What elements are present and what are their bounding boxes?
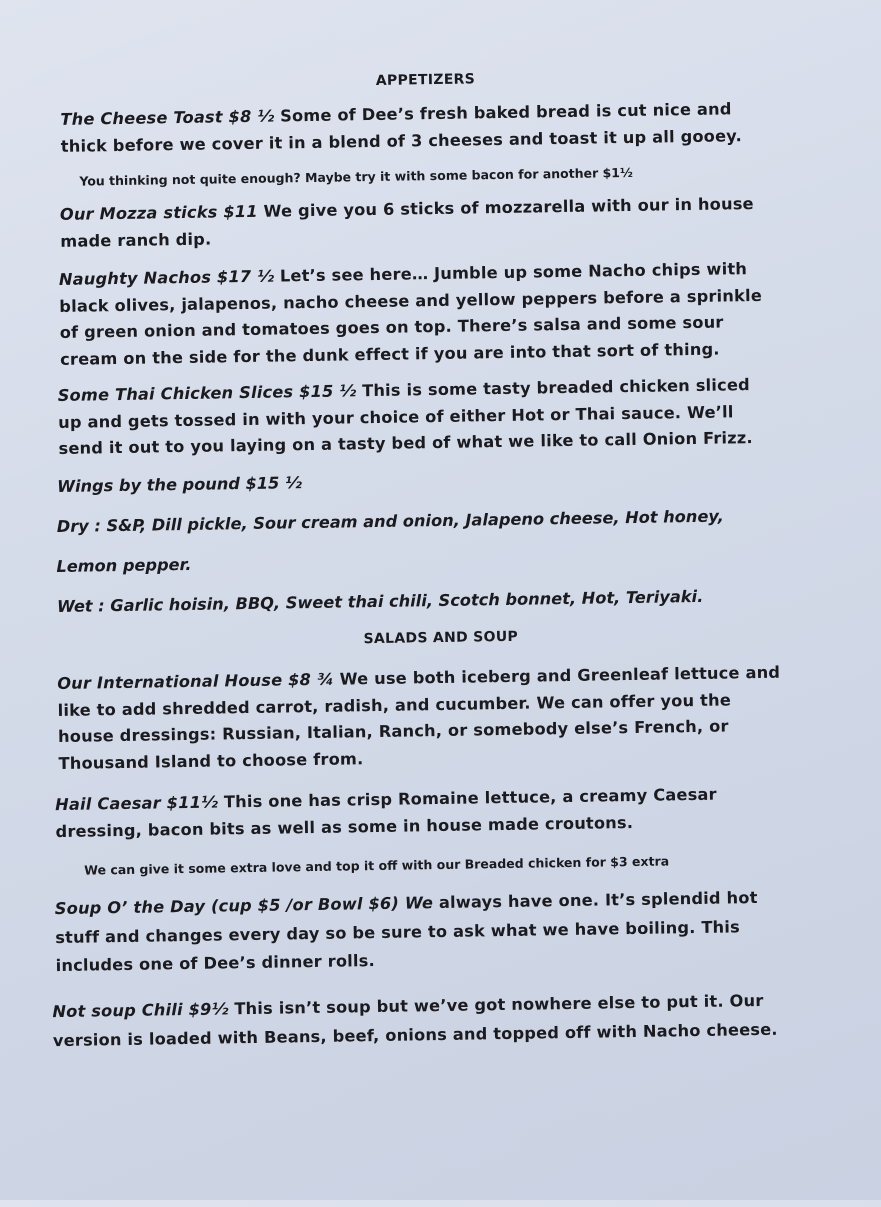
item-name: Some Thai Chicken Slices $15 ½ — [57, 381, 357, 405]
menu-item-naughty-nachos — [59, 256, 763, 373]
item-name: Our International House $8 ¾ — [57, 669, 334, 694]
item-description: always have one. It’s splendid hot stuff and changes every day so be sure to ask what we have boiling. This includes one of Dee’s dinner rolls. — [55, 888, 758, 976]
item-description: This one has crisp Romaine lettuce, a creamy Caesar dressing, bacon bits as well as some in house made croutons. — [55, 784, 717, 841]
menu-item-thai-chicken — [58, 372, 753, 462]
menu-item-mozza-sticks — [60, 191, 755, 255]
hail-caesar-note: We can give it some extra love and top it off with our Breaded chicken for $3 extra — [84, 853, 670, 878]
item-description: Let’s see here… Jumble up some Nacho chips with black olives, jalapenos, nacho cheese and yellow peppers before a sprinkle of green onion and tomatoes goes on top. There’s salsa and some sour cream on the side for the dunk effect if you are into that sort of thing. — [59, 259, 763, 369]
menu-item-soup-of-the-day — [55, 884, 759, 981]
item-description: This is some tasty breaded chicken sliced up and gets tossed in with your choice of either Hot or Thai sauce. We’ll send it out to you laying on a tasty bed of what we like to call Onion Frizz. — [58, 375, 753, 458]
item-description: Some of Dee’s fresh baked bread is cut nice and thick before we cover it in a blend of 3 cheeses and toast it up all gooey. — [60, 99, 742, 156]
item-name: Hail Caesar $11½ — [55, 792, 219, 815]
appetizers-heading: APPETIZERS — [375, 71, 476, 89]
menu-item-hail-caesar — [55, 782, 717, 845]
item-name: Soup O’ the Day (cup $5 /or Bowl $6) We — [54, 893, 434, 919]
menu-item-international-house — [57, 660, 782, 777]
wings-dry-flavors-2: Lemon pepper. — [56, 554, 192, 577]
cheese-toast-note: You thinking not quite enough? Maybe try it with some bacon for another $1½ — [79, 164, 634, 189]
wings-line: Wings by the pound $15 ½ — [57, 473, 302, 496]
item-description: We give you 6 sticks of mozzarella with our in house made ranch dip. — [60, 194, 754, 251]
wings-wet-flavors: Wet : Garlic hoisin, BBQ, Sweet thai chili, Scotch bonnet, Hot, Teriyaki. — [56, 586, 704, 617]
salads-heading: SALADS AND SOUP — [363, 628, 519, 648]
wings-dry-flavors-1: Dry : S&P, Dill pickle, Sour cream and onion, Jalapeno cheese, Hot honey, — [56, 506, 724, 537]
item-description: We use both iceberg and Greenleaf lettuce and like to add shredded carrot, radish, and cucumber. We can offer you the house dressings: Russian, Italian, Ranch, or somebody else’s French, or Thousand Island to choose from. — [57, 662, 781, 773]
item-description: This isn’t soup but we’ve got nowhere else to put it. Our version is loaded with Beans, beef, onions and topped off with Nacho cheese. — [52, 990, 778, 1050]
item-name: Not soup Chili $9½ — [52, 999, 229, 1022]
menu-item-not-soup-chili — [52, 987, 778, 1055]
item-name: Naughty Nachos $17 ½ — [58, 266, 275, 289]
item-name: Our Mozza sticks $11 — [59, 201, 258, 224]
item-name: The Cheese Toast $8 ½ — [60, 106, 275, 129]
menu-item-cheese-toast — [60, 96, 742, 160]
